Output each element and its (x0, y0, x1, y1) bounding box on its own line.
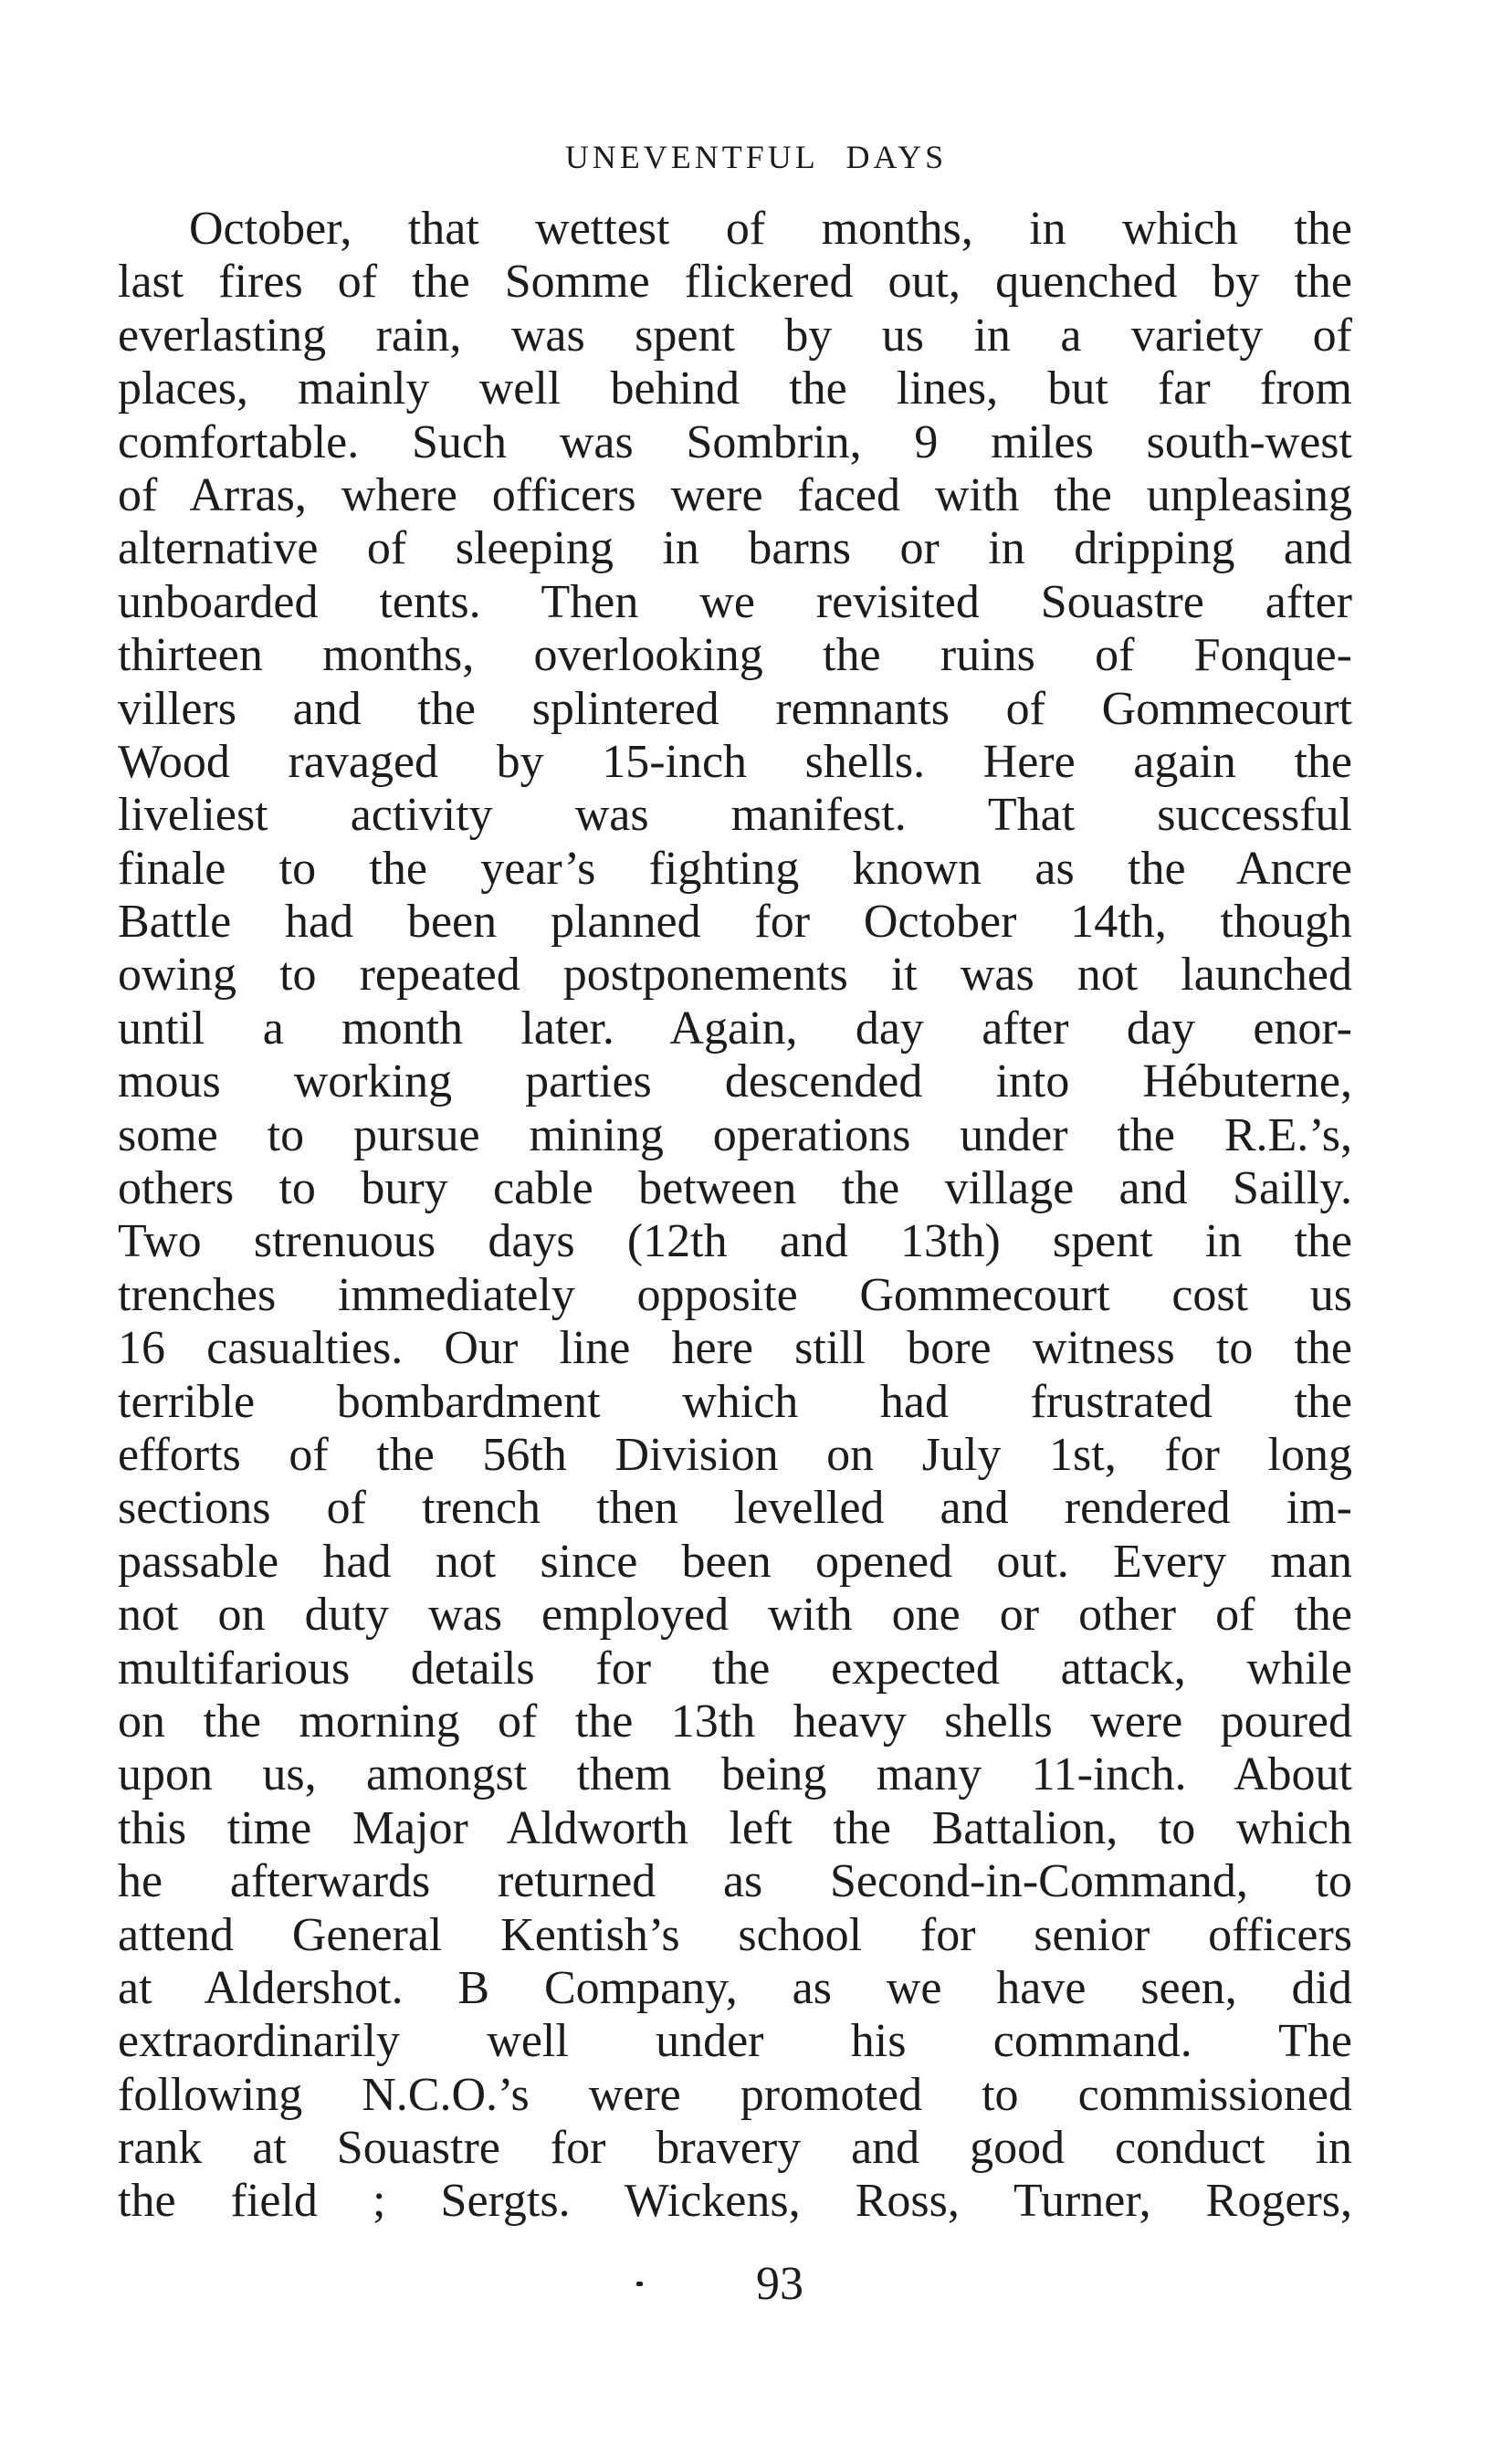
text-line: terrible bombardment which had frustrated the (118, 1375, 1352, 1428)
text-line: comfortable. Such was Sombrin, 9 miles south-west (118, 415, 1352, 468)
text-line: liveliest activity was manifest. That successful (118, 789, 1352, 842)
text-line: of Arras, where officers were faced with the unpleasing (118, 468, 1352, 521)
body-text (118, 203, 1352, 2229)
text-line: the field ; Sergts. Wickens, Ross, Turner, Rogers, (118, 2175, 1352, 2228)
text-line: Two strenuous days (12th and 13th) spent in the (118, 1215, 1352, 1268)
text-line: places, mainly well behind the lines, but far from (118, 362, 1352, 415)
text-line: mous working parties descended into Hébuterne, (118, 1055, 1352, 1108)
text-line: 16 casualties. Our line here still bore witness to the (118, 1322, 1352, 1375)
text-line: passable had not since been opened out. Every man (118, 1535, 1352, 1588)
text-line: some to pursue mining operations under the R.E.’s, (118, 1108, 1352, 1161)
text-line: Wood ravaged by 15-inch shells. Here again the (118, 735, 1352, 788)
text-line: alternative of sleeping in barns or in dripping and (118, 522, 1352, 575)
text-line: October, that wettest of months, in which the (189, 203, 1352, 255)
text-line: extraordinarily well under his command. The (118, 2015, 1352, 2068)
text-line: thirteen months, overlooking the ruins of Fonque- (118, 629, 1352, 682)
text-line: unboarded tents. Then we revisited Souastre after (118, 575, 1352, 628)
text-line: on the morning of the 13th heavy shells were poured (118, 1695, 1352, 1748)
running-head: UNEVENTFUL DAYS (564, 139, 948, 175)
text-line: efforts of the 56th Division on July 1st, for long (118, 1428, 1352, 1481)
text-line: he afterwards returned as Second-in-Command, to (118, 1855, 1352, 1908)
text-line: multifarious details for the expected attack, while (118, 1642, 1352, 1695)
text-line: at Aldershot. B Company, as we have seen, did (118, 1961, 1352, 2014)
page-number: 93 (756, 2258, 803, 2310)
text-line: following N.C.O.’s were promoted to commissioned (118, 2068, 1352, 2121)
text-line: attend General Kentish’s school for senior officers (118, 1908, 1352, 1961)
text-line: finale to the year’s fighting known as the Ancre (118, 842, 1352, 895)
text-line: sections of trench then levelled and rendered im- (118, 1482, 1352, 1535)
text-line: upon us, amongst them being many 11-inch. About (118, 1748, 1352, 1801)
text-line: owing to repeated postponements it was not launched (118, 949, 1352, 1002)
text-line: until a month later. Again, day after day enor- (118, 1002, 1352, 1055)
text-line: this time Major Aldworth left the Battalion, to which (118, 1801, 1352, 1854)
text-line: Battle had been planned for October 14th, though (118, 896, 1352, 949)
text-line: everlasting rain, was spent by us in a variety of (118, 309, 1352, 362)
text-line: rank at Souastre for bravery and good conduct in (118, 2122, 1352, 2175)
text-line: others to bury cable between the village and Sailly. (118, 1162, 1352, 1215)
text-line: trenches immediately opposite Gommecourt cost us (118, 1268, 1352, 1321)
text-line: last fires of the Somme flickered out, quenched by the (118, 256, 1352, 309)
text-line: not on duty was employed with one or other of the (118, 1589, 1352, 1642)
text-line: villers and the splintered remnants of Gommecourt (118, 682, 1352, 735)
